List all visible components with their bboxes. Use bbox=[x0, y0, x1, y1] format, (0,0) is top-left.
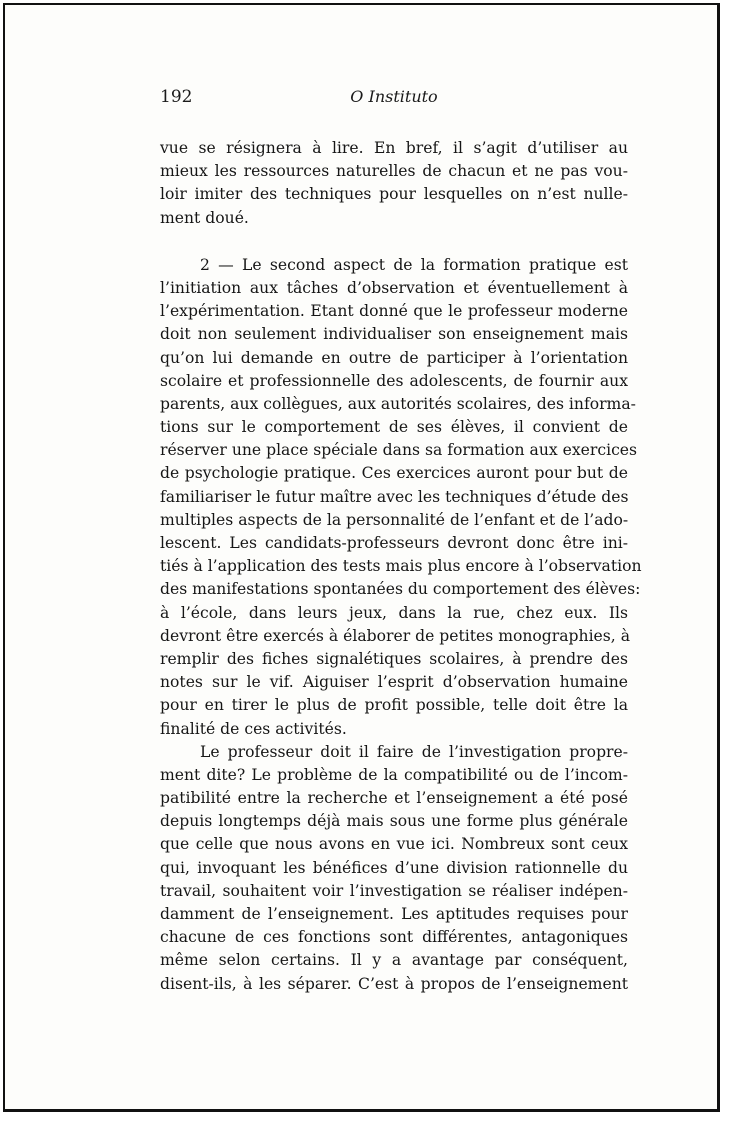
text-line: Le professeur doit il faire de l’investigation propre- bbox=[200, 742, 628, 761]
text-line: mieux les ressources naturelles de chacun et ne pas vou- bbox=[160, 162, 628, 181]
text-line: à l’école, dans leurs jeux, dans la rue, chez eux. Ils bbox=[160, 603, 628, 622]
text-line: chacune de ces fonctions sont différentes, antagoniques bbox=[160, 928, 628, 947]
page-header bbox=[160, 87, 628, 109]
text-line: que celle que nous avons en vue ici. Nombreux sont ceux bbox=[160, 835, 628, 854]
body-text bbox=[160, 137, 642, 996]
running-title: O Instituto bbox=[350, 87, 438, 106]
paragraph-3 bbox=[160, 741, 628, 996]
text-line: de psychologie pratique. Ces exercices auront pour but de bbox=[160, 464, 628, 483]
text-line: damment de l’enseignement. Les aptitudes requises pour bbox=[160, 905, 628, 923]
text-line: doit non seulement individualiser son enseignement mais bbox=[160, 325, 628, 344]
text-line: qui, invoquant les bénéfices d’une division rationnelle du bbox=[160, 858, 628, 877]
text-line: ment doué. bbox=[160, 208, 249, 227]
text-line: loir imiter des techniques pour lesquelles on n’est nulle- bbox=[160, 185, 628, 204]
text-line: remplir des fiches signalétiques scolaires, à prendre des bbox=[160, 649, 628, 668]
text-line: travail, souhaitent voir l’investigation se réaliser indépen- bbox=[160, 881, 628, 900]
text-line: finalité de ces activités. bbox=[160, 719, 347, 738]
text-line: parents, aux collègues, aux autorités scolaires, des informa- bbox=[160, 394, 636, 413]
page-number: 192 bbox=[160, 87, 193, 107]
text-line: l’expérimentation. Etant donné que le professeur moderne bbox=[160, 302, 628, 321]
text-line: même selon certains. Il y a avantage par conséquent, bbox=[160, 951, 628, 970]
text-line: devront être exercés à élaborer de petites monographies, à bbox=[160, 626, 630, 645]
text-line: qu’on lui demande en outre de participer à l’orientation bbox=[160, 348, 628, 367]
paragraph-2 bbox=[160, 254, 642, 741]
text-line: scolaire et professionnelle des adolescents, de fournir aux bbox=[160, 371, 628, 390]
text-line: patibilité entre la recherche et l’enseignement a été posé bbox=[160, 789, 628, 808]
text-line: familiariser le futur maître avec les techniques d’étude des bbox=[160, 487, 629, 506]
text-line: multiples aspects de la personnalité de l’enfant et de l’ado- bbox=[160, 510, 629, 529]
text-line: tions sur le comportement de ses élèves, il convient de bbox=[160, 418, 628, 437]
text-line: des manifestations spontanées du comportement des élèves: bbox=[160, 580, 641, 599]
text-line: pour en tirer le plus de profit possible, telle doit être la bbox=[160, 696, 628, 715]
text-line: vue se résignera à lire. En bref, il s’agit d’utiliser au bbox=[160, 139, 628, 157]
text-line: disent-ils, à les séparer. C’est à propos de l’enseignement bbox=[160, 974, 628, 993]
paragraph-1 bbox=[160, 137, 628, 230]
text-line: l’initiation aux tâches d’observation et éventuellement à bbox=[160, 278, 628, 297]
text-line: lescent. Les candidats-professeurs devront donc être ini- bbox=[160, 534, 628, 552]
text-line: ment dite? Le problème de la compatibilité ou de l’incom- bbox=[160, 765, 628, 784]
text-line: notes sur le vif. Aiguiser l’esprit d’observation humaine bbox=[160, 673, 628, 692]
text-line: réserver une place spéciale dans sa formation aux exercices bbox=[160, 441, 638, 460]
text-line: 2 — Le second aspect de la formation pratique est bbox=[200, 255, 628, 274]
text-line: tiés à l’application des tests mais plus encore à l’observation bbox=[160, 557, 642, 576]
text-line: depuis longtemps déjà mais sous une forme plus générale bbox=[160, 812, 628, 831]
